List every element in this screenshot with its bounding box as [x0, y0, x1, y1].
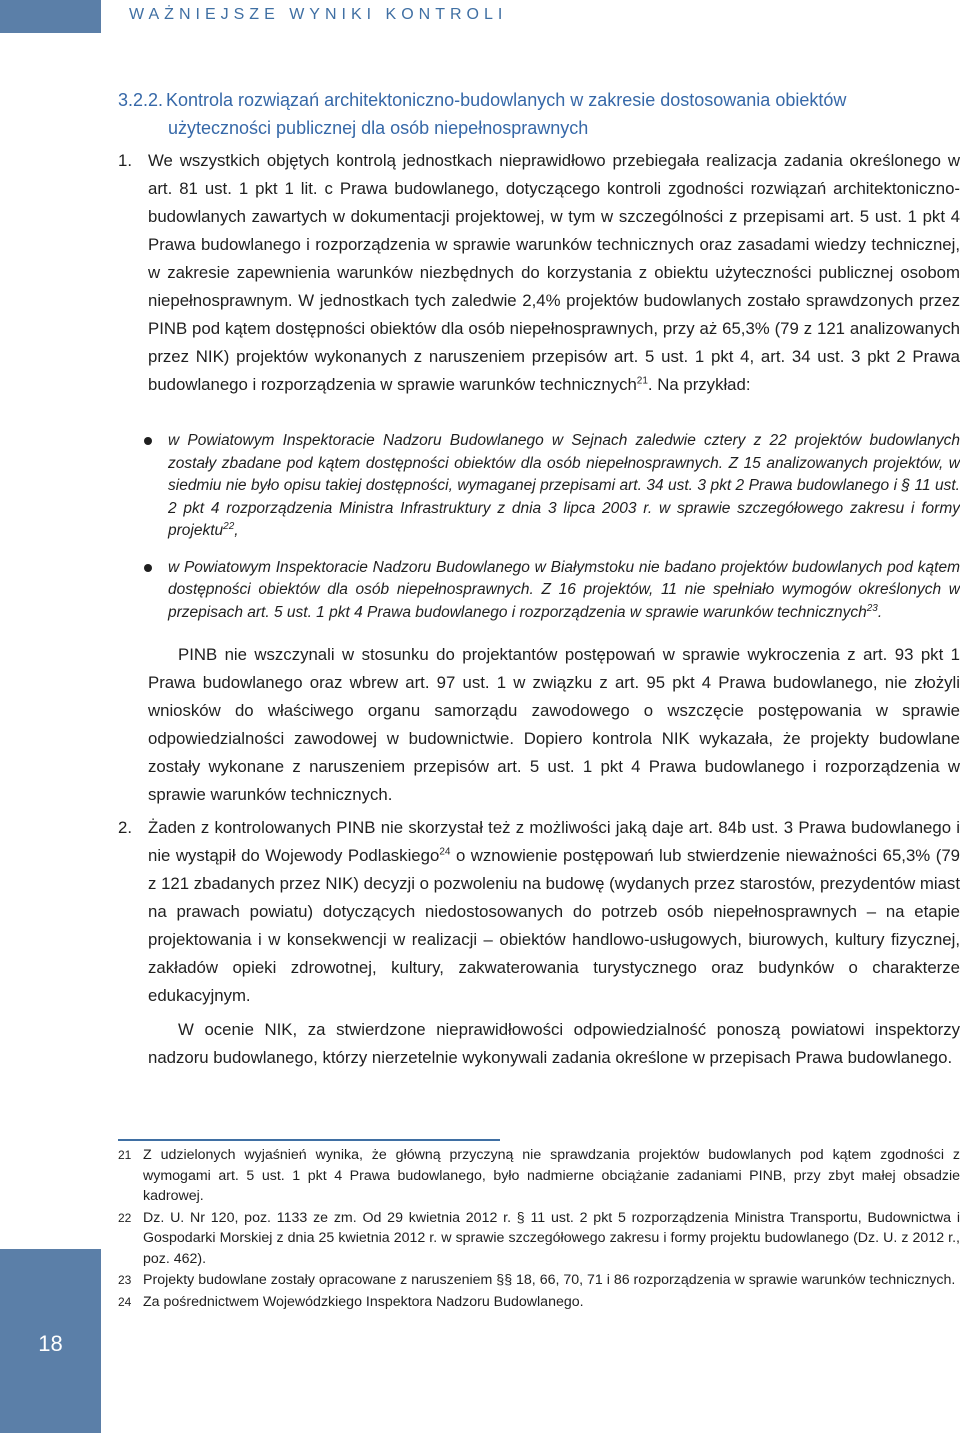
running-header: WAŻNIEJSZE WYNIKI KONTROLI [129, 6, 508, 23]
example-list [148, 430, 960, 624]
footnotes [118, 1145, 960, 1313]
page-number: 18 [38, 1331, 63, 1356]
footnote-text: Z udzielonych wyjaśnień wynika, że główną przyczyną nie sprawdzania projektów budowlanych pod kątem zgodności z wymogami art. 5 ust. 1 pkt 4 Prawa budowlanego, było nadmierne obciążanie zadaniami PINB, przy zbyt małej obsadzie kadrowej. [143, 1147, 960, 1204]
bullet-icon [144, 437, 152, 445]
item2-text-end: o wznowienie postępowań lub stwierdzenie nieważności 65,3% (79 z 121 zbadanych przez NIK) decyzji o pozwoleniu na budowę (wydanych przez starostów, prezydentów miast na prawach powiatu) dotyczących niedostosowanych do potrzeb osób niepełnosprawnych – na etapie projektowania i w konsekwencji w realizacji – obiektów handlowo-usługowych, biurowych, kultury fizycznej, zakładów opieki zdrowotnej, kultury, zakwaterowania turystycznego oraz budynków o charakterze edukacyjnym. [148, 846, 960, 1005]
footnote-divider [118, 1139, 500, 1141]
item1-text: We wszystkich objętych kontrolą jednostkach nieprawidłowo przebiegała realizacja zadania określonego w art. 81 ust. 1 pkt 1 lit. c Prawa budowlanego, dotyczącego kontroli zgodności rozwiązań architektoniczno-budowlanych zawartych w dokumentacji projektowej, w tym w szczególności z przepisami art. 5 ust. 1 pkt 4 Prawa budowlanego i rozporządzenia w sprawie warunków technicznych oraz zasadami wiedzy technicznej, w zakresie zapewnienia warunków niezbędnych do korzystania z obiektu użyteczności publicznej osobom niepełnosprawnym. W jednostkach tych zaledwie 2,4% projektów budowlanych zostało sprawdzonych przez PINB pod kątem dostępności obiektów dla osób niepełnosprawnych, przy aż 65,3% (79 z 121 analizowanych przez NIK) projektów wykonanych z naruszeniem przepisów art. 5 ust. 1 pkt 4, art. 34 ust. 3 pkt 2 Prawa budowlanego i rozporządzenia w sprawie warunków technicznych [148, 151, 960, 394]
item1-text-end: . Na przykład: [647, 375, 751, 394]
footnote-number: 21 [118, 1148, 132, 1162]
header-color-bar [0, 0, 101, 33]
footnote-number: 23 [118, 1273, 132, 1287]
bullet-punct: , [234, 522, 239, 539]
footnote-24 [118, 1292, 960, 1313]
footnote-ref-22: 22 [223, 520, 235, 532]
section-title-line2: użyteczności publicznej dla osób niepełnosprawnych [168, 118, 589, 138]
item1-paragraph [148, 147, 960, 399]
footnote-ref-24: 24 [439, 846, 451, 858]
footnote-number: 22 [118, 1210, 132, 1225]
item2-paragraph [148, 814, 960, 1010]
section-title-line1: Kontrola rozwiązań architektoniczno-budowlanych w zakresie dostosowania obiektów [166, 90, 847, 110]
footnote-ref-21: 21 [636, 375, 648, 387]
footnote-23 [118, 1270, 960, 1291]
item1-number: 1. [118, 151, 132, 170]
bullet-text: w Powiatowym Inspektoracie Nadzoru Budowlanego w Białymstoku nie badano projektów budowlanych pod kątem dostępności obiektów dla osób niepełnosprawnych. Z 16 projektów, 11 nie spełniało wymogów określonych w przepisach art. 5 ust. 1 pkt 4 Prawa budowlanego i rozporządzenia w sprawie warunków technicznych [168, 558, 960, 621]
list-item [148, 430, 960, 543]
item2-number: 2. [118, 818, 132, 837]
footnote-text: Dz. U. Nr 120, poz. 1133 ze zm. Od 29 kwietnia 2012 r. § 11 ust. 2 pkt 5 rozporządzenia Ministra Transportu, Budownictwa i Gospodarki Morskiej z dnia 25 kwietnia 2012 r. w sprawie szczegółowego zakresu i formy projektu budowlanego (Dz. U. z 2012 r., poz. 462). [143, 1209, 960, 1267]
section-heading [118, 86, 938, 142]
footnote-21 [118, 1145, 960, 1207]
footnote-22 [118, 1208, 960, 1270]
bullet-punct: . [877, 603, 883, 621]
item2-text: Żaden z kontrolowanych PINB nie skorzystał też z możliwości jaką daje art. 84b ust. 3 Prawa budowlanego i nie wystąpił do Wojewody Podlaskiego [148, 818, 960, 865]
bullet-icon [144, 564, 152, 572]
conclusion-paragraph: W ocenie NIK, za stwierdzone nieprawidłowości odpowiedzialność ponoszą powiatowi inspektorzy nadzoru budowlanego, którzy nierzetelnie wykonywali zadania określone w przepisach Prawa budowlanego. [148, 1020, 960, 1067]
list-item [148, 557, 960, 625]
footnote-ref-23: 23 [866, 602, 878, 614]
bullet-text: w Powiatowym Inspektoracie Nadzoru Budowlanego w Sejnach zaledwie cztery z 22 projektów budowlanych zostały zbadane pod kątem dostępności obiektów dla osób niepełnosprawnych. Z 15 analizowanych projektów, w siedmiu nie było opisu takiej dostępności, wymaganej przepisami art. 34 ust. 3 pkt 2 Prawa budowlanego i § 11 ust. 2 pkt 4 rozporządzenia Ministra Infrastruktury z dnia 3 lipca 2003 r. w sprawie szczegółowego zakresu i formy projektu [168, 432, 960, 539]
section-number: 3.2.2. [118, 90, 164, 110]
footnote-text: Projekty budowlane zostały opracowane z naruszeniem §§ 18, 66, 70, 71 i 86 rozporządzenia w sprawie warunków technicznych. [143, 1272, 956, 1288]
footnote-text: Za pośrednictwem Wojewódzkiego Inspektora Nadzoru Budowlanego. [143, 1293, 584, 1310]
footnote-number: 24 [118, 1294, 132, 1309]
item1-followup-paragraph: PINB nie wszczynali w stosunku do projektantów postępowań w sprawie wykroczenia z art. 93 pkt 1 Prawa budowlanego oraz wbrew art. 97 ust. 1 w związku z art. 95 pkt 4 Prawa budowlanego, nie złożyli wniosków do właściwego organu samorządu zawodowego o wszczęcie postępowania w sprawie odpowiedzialności zawodowej w budownictwie. Dopiero kontrola NIK wykazała, że projekty budowlane zostały wykonane z naruszeniem przepisów art. 5 ust. 1 pkt 4 Prawa budowlanego i rozporządzenia w sprawie warunków technicznych. [148, 645, 960, 804]
